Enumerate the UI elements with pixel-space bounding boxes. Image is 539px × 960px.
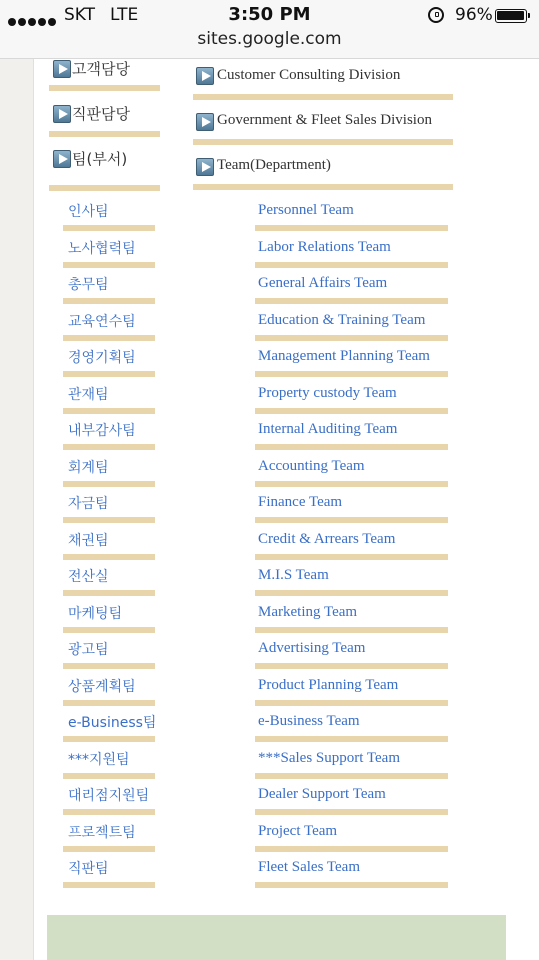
divider bbox=[193, 139, 453, 145]
team-link-en[interactable]: Marketing Team bbox=[258, 603, 358, 620]
team-link-ko[interactable]: 관재팀 bbox=[68, 386, 109, 403]
play-icon bbox=[53, 105, 71, 123]
divider bbox=[63, 590, 155, 596]
team-link-ko[interactable]: 회계팀 bbox=[68, 459, 109, 476]
divider bbox=[255, 846, 448, 852]
team-link-en[interactable]: Fleet Sales Team bbox=[258, 859, 360, 875]
battery-icon bbox=[495, 9, 527, 23]
team-link-en[interactable]: General Affairs Team bbox=[258, 275, 388, 291]
divider bbox=[255, 554, 448, 560]
team-link-en[interactable]: Advertising Team bbox=[258, 640, 366, 656]
team-link-ko[interactable]: 채권팀 bbox=[68, 532, 109, 549]
team-link-ko[interactable]: 노사협력팀 bbox=[68, 240, 136, 257]
divider bbox=[63, 225, 155, 231]
team-link-ko[interactable]: 마케팅팀 bbox=[68, 605, 123, 622]
team-link-ko[interactable]: 총무팀 bbox=[68, 277, 109, 293]
play-icon bbox=[196, 113, 214, 131]
team-link-ko[interactable]: ***지원팀 bbox=[68, 751, 130, 768]
header-ko-customer[interactable]: 고객담당 bbox=[72, 60, 130, 78]
team-link-ko[interactable]: 광고팀 bbox=[68, 642, 109, 658]
divider bbox=[63, 298, 155, 304]
divider bbox=[255, 882, 448, 888]
battery-percent: 96% bbox=[455, 5, 493, 25]
divider bbox=[255, 444, 448, 450]
team-link-en[interactable]: Accounting Team bbox=[258, 457, 365, 474]
address-bar-url[interactable]: sites.google.com bbox=[197, 29, 342, 49]
header-en-government[interactable]: Government & Fleet Sales Division bbox=[217, 112, 432, 128]
rotation-lock-icon bbox=[428, 7, 444, 23]
divider bbox=[255, 773, 448, 779]
status-bar bbox=[0, 0, 539, 59]
team-link-en[interactable]: Property custody Team bbox=[258, 384, 397, 401]
divider bbox=[63, 262, 155, 268]
play-icon bbox=[53, 60, 71, 78]
team-link-en[interactable]: Finance Team bbox=[258, 494, 343, 510]
divider bbox=[255, 590, 448, 596]
team-link-en[interactable]: Labor Relations Team bbox=[258, 238, 391, 255]
divider bbox=[255, 225, 448, 231]
divider bbox=[63, 700, 155, 706]
header-ko-team[interactable]: 팀(부서) bbox=[72, 150, 128, 168]
play-icon bbox=[53, 150, 71, 168]
divider bbox=[63, 882, 155, 888]
header-ko-direct-sales[interactable]: 직판담당 bbox=[72, 105, 130, 123]
divider bbox=[255, 627, 448, 633]
divider bbox=[255, 371, 448, 377]
team-link-en[interactable]: Project Team bbox=[258, 822, 338, 839]
divider bbox=[63, 627, 155, 633]
team-link-en[interactable]: M.I.S Team bbox=[258, 567, 329, 583]
header-en-team[interactable]: Team(Department) bbox=[217, 157, 331, 173]
divider bbox=[63, 517, 155, 523]
team-link-ko[interactable]: 프로젝트팀 bbox=[68, 824, 136, 841]
divider bbox=[255, 700, 448, 706]
divider bbox=[255, 736, 448, 742]
team-link-en[interactable]: Education & Training Team bbox=[258, 311, 426, 328]
play-icon bbox=[196, 158, 214, 176]
divider bbox=[193, 94, 453, 100]
team-link-en[interactable]: Management Planning Team bbox=[258, 348, 430, 364]
divider bbox=[63, 408, 155, 414]
divider bbox=[255, 517, 448, 523]
divider bbox=[255, 663, 448, 669]
team-link-ko[interactable]: 내부감사팀 bbox=[68, 423, 136, 439]
divider bbox=[193, 184, 453, 190]
team-link-en[interactable]: Credit & Arrears Team bbox=[258, 530, 396, 547]
divider bbox=[255, 298, 448, 304]
divider bbox=[63, 444, 155, 450]
team-link-ko[interactable]: 교육연수팀 bbox=[68, 313, 136, 330]
team-link-en[interactable]: Internal Auditing Team bbox=[258, 421, 398, 437]
divider bbox=[63, 736, 155, 742]
team-link-ko[interactable]: e-Business팀 bbox=[68, 715, 157, 731]
clock: 3:50 PM bbox=[228, 4, 311, 25]
divider bbox=[63, 663, 155, 669]
team-link-ko[interactable]: 대리점지원팀 bbox=[68, 788, 150, 804]
divider bbox=[255, 262, 448, 268]
divider bbox=[255, 335, 448, 341]
team-link-ko[interactable]: 인사팀 bbox=[68, 204, 109, 220]
divider bbox=[255, 809, 448, 815]
divider bbox=[63, 809, 155, 815]
team-link-ko[interactable]: 직판팀 bbox=[68, 861, 109, 877]
carrier-label: SKT bbox=[64, 5, 96, 25]
divider bbox=[255, 481, 448, 487]
team-link-en[interactable]: Dealer Support Team bbox=[258, 786, 386, 802]
divider bbox=[63, 554, 155, 560]
divider bbox=[63, 371, 155, 377]
divider bbox=[63, 335, 155, 341]
divider bbox=[63, 846, 155, 852]
team-link-ko[interactable]: 전산실 bbox=[68, 569, 109, 585]
team-link-en[interactable]: Personnel Team bbox=[258, 202, 354, 218]
network-label: LTE bbox=[110, 5, 139, 25]
divider bbox=[63, 773, 155, 779]
divider bbox=[49, 131, 160, 137]
team-link-en[interactable]: ***Sales Support Team bbox=[258, 749, 400, 766]
team-link-en[interactable]: Product Planning Team bbox=[258, 676, 399, 693]
divider bbox=[49, 85, 160, 91]
team-link-en[interactable]: e-Business Team bbox=[258, 713, 360, 729]
team-link-ko[interactable]: 자금팀 bbox=[68, 496, 109, 512]
divider bbox=[255, 408, 448, 414]
team-link-ko[interactable]: 상품계획팀 bbox=[68, 678, 136, 695]
divider bbox=[49, 185, 160, 191]
footer-panel bbox=[47, 915, 506, 960]
team-link-ko[interactable]: 경영기획팀 bbox=[68, 350, 136, 366]
divider bbox=[63, 481, 155, 487]
play-icon bbox=[196, 67, 214, 85]
header-en-customer[interactable]: Customer Consulting Division bbox=[217, 67, 401, 83]
